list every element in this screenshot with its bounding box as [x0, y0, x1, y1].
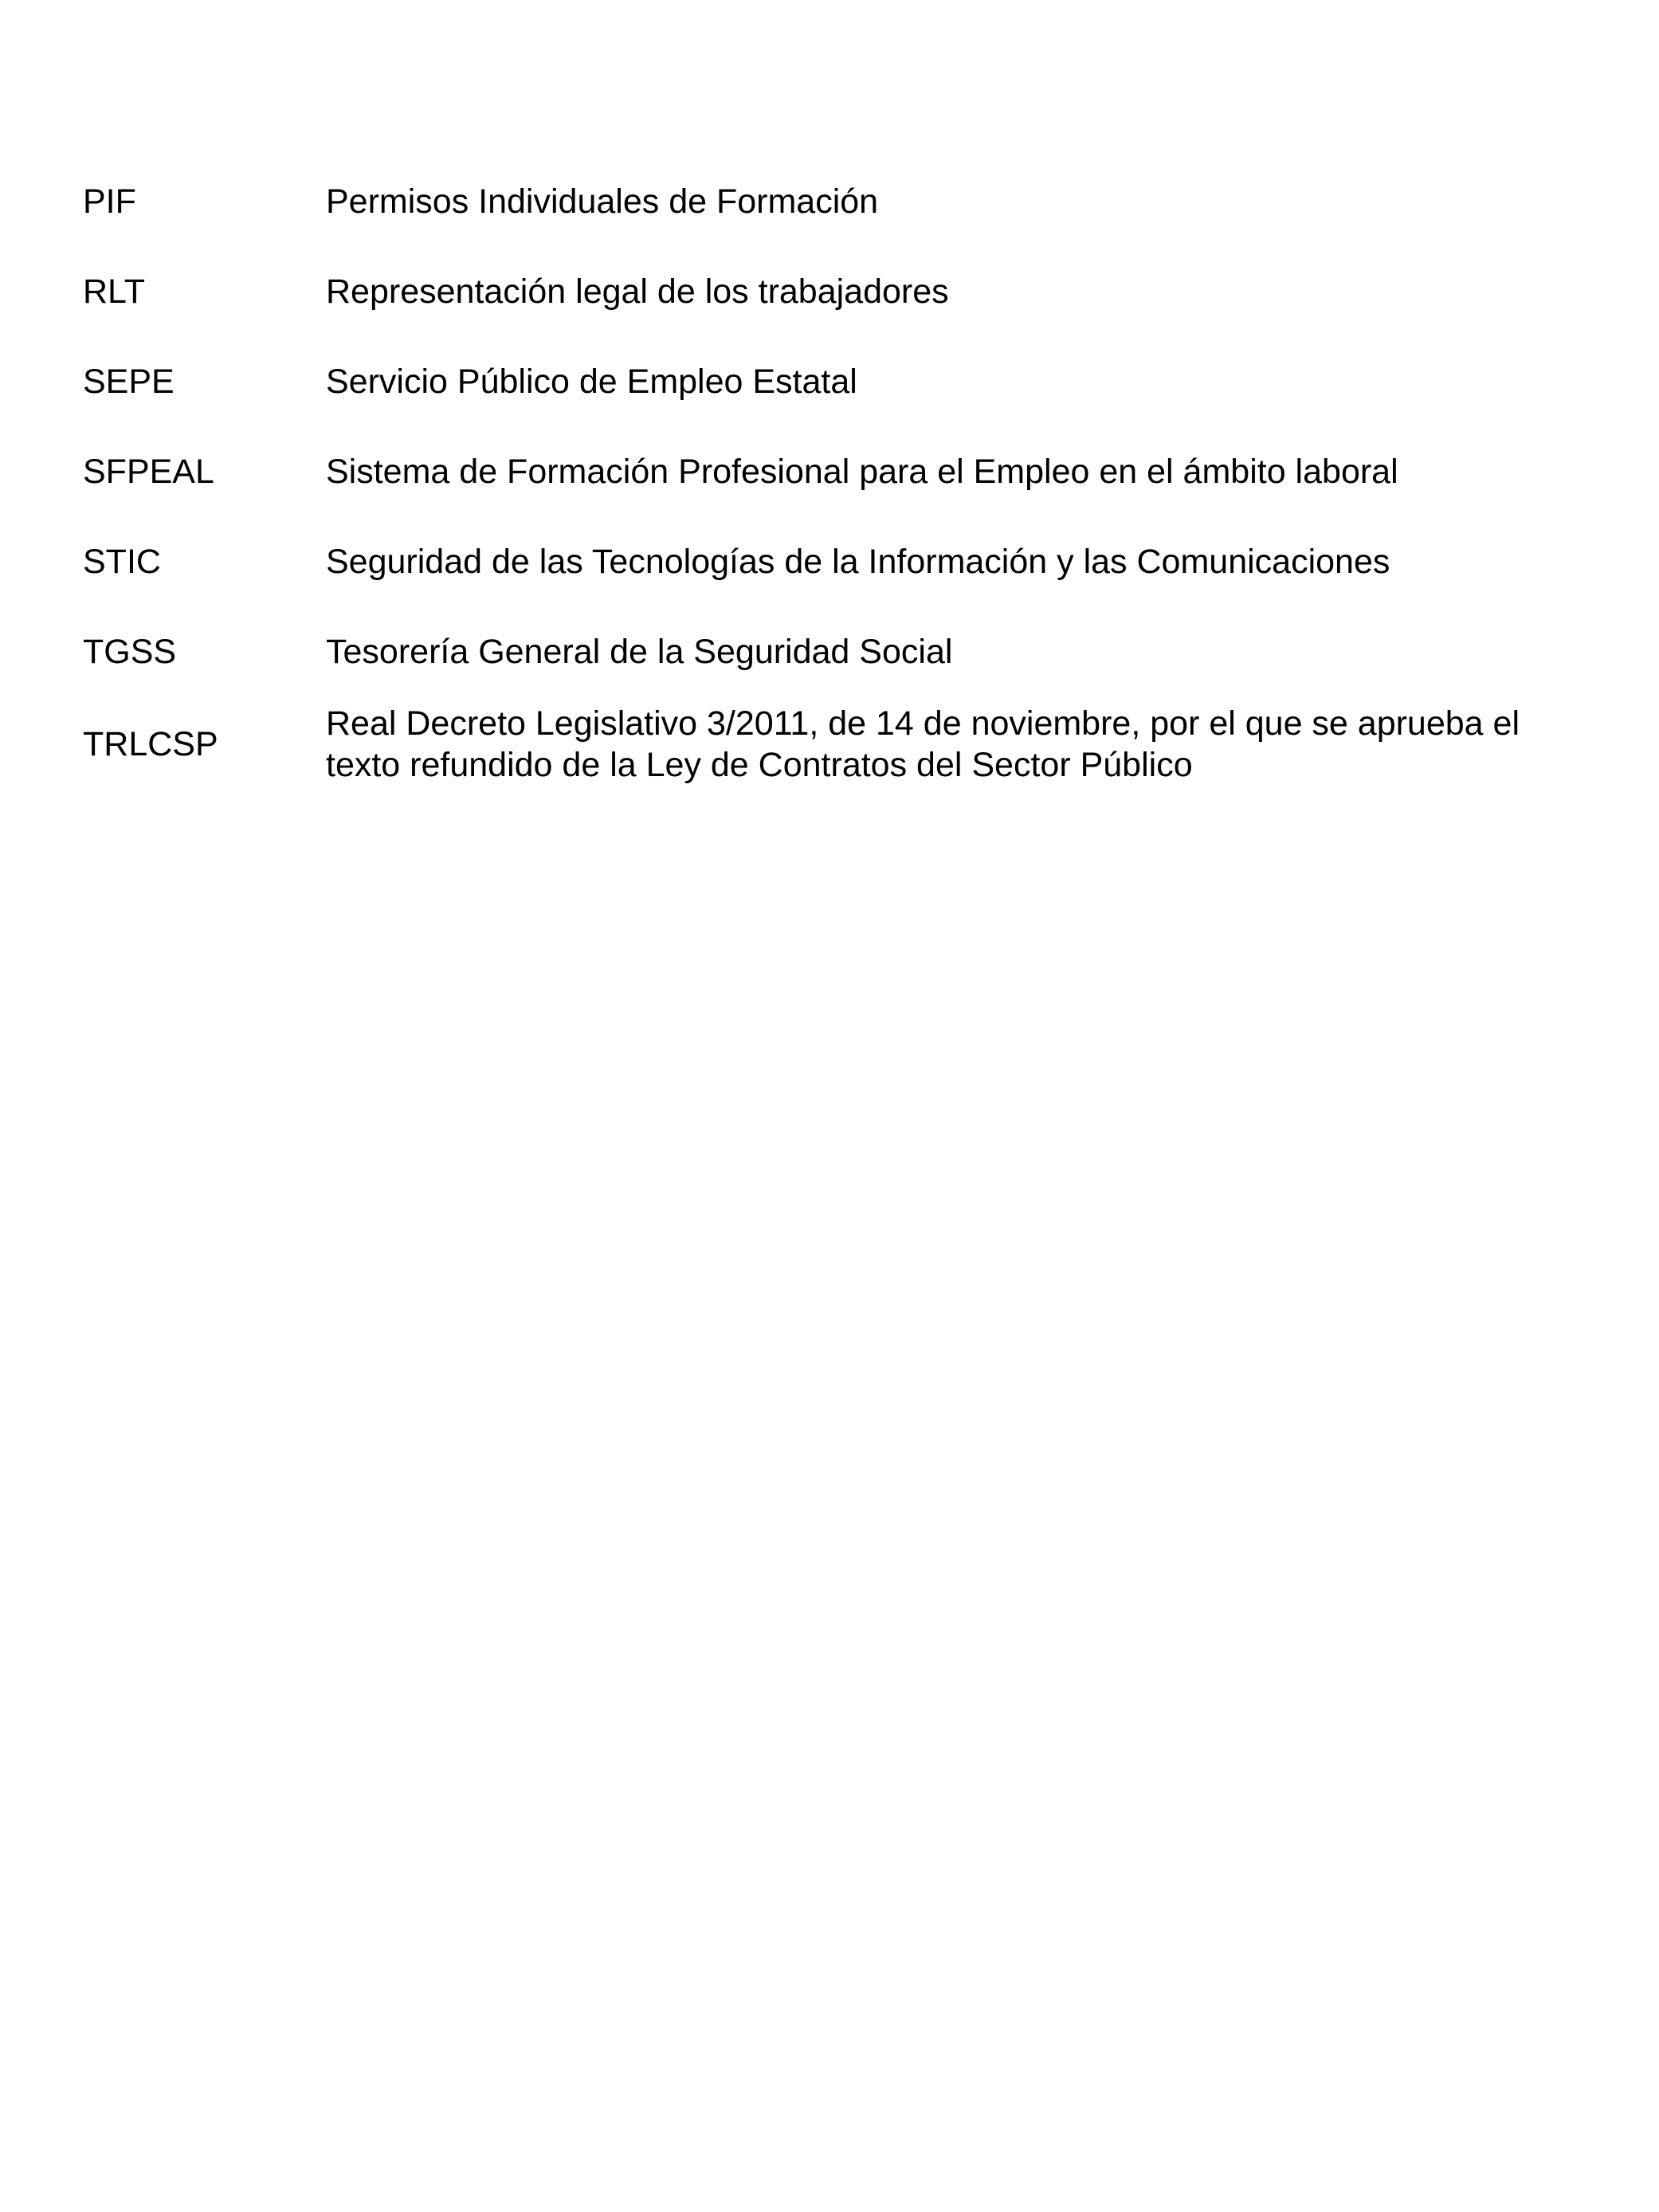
glossary-entry-tgss	[83, 606, 1597, 696]
acronym-term: PIF	[83, 182, 136, 221]
acronym-definition: Tesorería General de la Seguridad Social	[326, 632, 953, 671]
acronym-definition: Representación legal de los trabajadores	[326, 272, 949, 311]
acronym-term: TRLCSP	[83, 725, 218, 763]
acronym-term: TGSS	[83, 632, 177, 671]
acronym-term: STIC	[83, 542, 161, 581]
acronym-definition: Permisos Individuales de Formación	[326, 182, 879, 221]
acronym-definition: Servicio Público de Empleo Estatal	[326, 362, 857, 401]
acronym-term: SEPE	[83, 362, 175, 401]
glossary-entry-sfpeal	[83, 426, 1597, 516]
glossary-entry-pif	[83, 156, 1597, 246]
glossary-entry-rlt	[83, 246, 1597, 336]
acronym-definition: Sistema de Formación Profesional para el Empleo en el ámbito laboral	[326, 452, 1398, 491]
glossary-entry-trlcsp	[83, 696, 1597, 792]
acronym-glossary	[83, 156, 1597, 792]
definition-line: texto refundido de la Ley de Contratos del Sector Público	[326, 746, 1193, 784]
glossary-entry-stic	[83, 516, 1597, 606]
acronym-term: SFPEAL	[83, 452, 214, 491]
glossary-entry-sepe	[83, 336, 1597, 426]
acronym-definition: Seguridad de las Tecnologías de la Información y las Comunicaciones	[326, 542, 1390, 581]
acronym-definition	[326, 703, 1597, 786]
acronym-term: RLT	[83, 272, 146, 311]
definition-line: Real Decreto Legislativo 3/2011, de 14 de noviembre, por el que se aprueba el	[326, 704, 1520, 743]
